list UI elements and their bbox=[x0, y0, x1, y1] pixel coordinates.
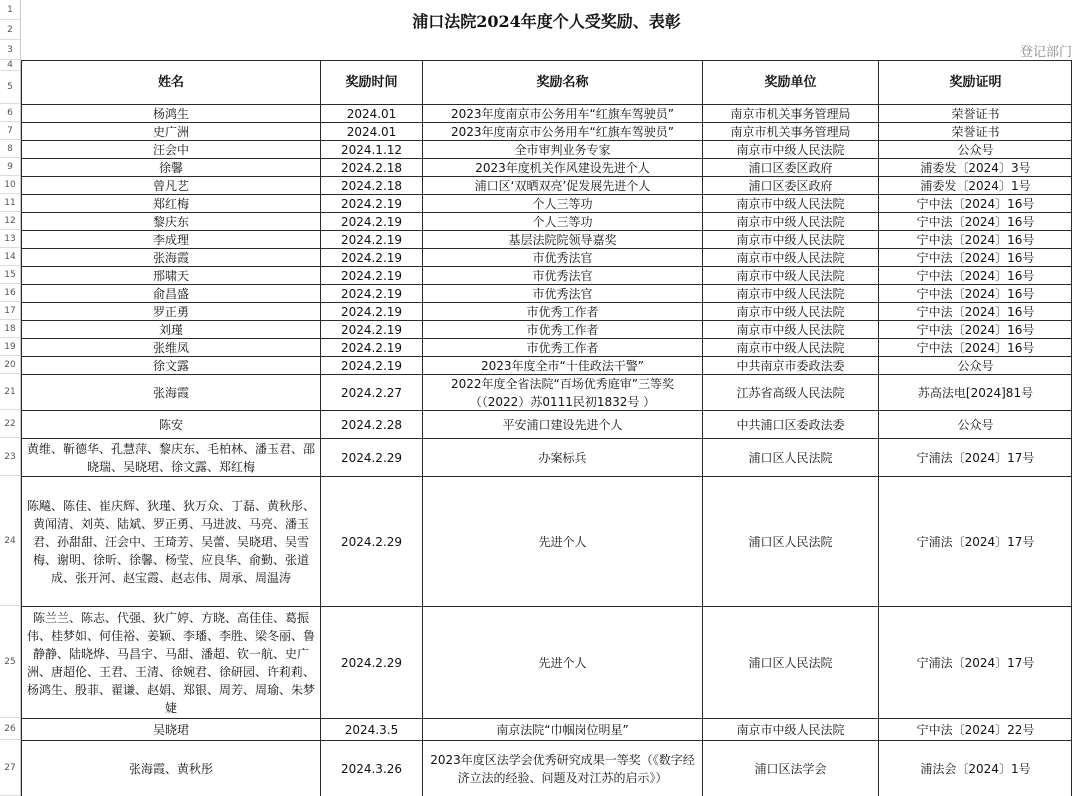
cell-date[interactable]: 2024.2.29 bbox=[340, 534, 403, 549]
row-number[interactable]: 13 bbox=[0, 230, 20, 248]
cell-date[interactable]: 2024.2.19 bbox=[340, 250, 403, 265]
cell-name[interactable]: 张海霞 bbox=[152, 385, 189, 400]
header-date[interactable]: 奖励时间 bbox=[345, 74, 398, 90]
cell-proof[interactable]: 宁浦法〔2024〕17号 bbox=[916, 534, 1035, 549]
cell-award[interactable]: 市优秀法官 bbox=[532, 286, 593, 301]
row-header-column bbox=[0, 0, 21, 796]
cell-name[interactable]: 陈安 bbox=[158, 417, 183, 432]
cell-proof[interactable]: 浦委发〔2024〕1号 bbox=[920, 178, 1031, 193]
cell-name[interactable]: 陈兰兰、陈志、代强、狄广婷、方晓、高佳佳、葛振伟、桂梦如、何佳裕、姜颖、李璠、李胜、梁冬丽、鲁静静、陆晓烨、马昌宇、马甜、潘超、钦一航、史广洲、唐超伦、王君、王清、徐婉君、徐研园、许莉莉、杨鸿生、殷菲、翟谦、赵娟、郑银、周芳、周瑜、朱梦婕 bbox=[26, 610, 315, 715]
cell-award[interactable]: 个人三等功 bbox=[532, 214, 593, 229]
header-name[interactable]: 姓名 bbox=[157, 74, 184, 90]
row-number[interactable]: 20 bbox=[0, 356, 20, 374]
cell-name[interactable]: 邢啸天 bbox=[152, 268, 189, 283]
row-number[interactable]: 12 bbox=[0, 212, 20, 230]
cell-proof[interactable]: 宁中法〔2024〕16号 bbox=[916, 304, 1035, 319]
cell-name[interactable]: 史广洲 bbox=[152, 124, 189, 139]
cell-date[interactable]: 2024.2.29 bbox=[340, 450, 403, 465]
cell-award[interactable]: 2023年度机关作风建设先进个人 bbox=[475, 160, 650, 175]
cell-award[interactable]: 2022年度全省法院“百场优秀庭审”三等奖（（2022）苏0111民初1832号 ） bbox=[451, 376, 674, 409]
row-number[interactable]: 17 bbox=[0, 302, 20, 320]
row-number[interactable]: 1 bbox=[0, 0, 20, 20]
cell-date[interactable]: 2024.2.19 bbox=[340, 322, 403, 337]
row-number[interactable]: 23 bbox=[0, 438, 20, 476]
cell-org[interactable]: 南京市中级人民法院 bbox=[736, 214, 845, 229]
header-proof[interactable]: 奖励证明 bbox=[949, 74, 1002, 90]
cell-org[interactable]: 南京市中级人民法院 bbox=[736, 196, 845, 211]
row-number[interactable]: 6 bbox=[0, 104, 20, 122]
cell-org[interactable]: 江苏省高级人民法院 bbox=[736, 385, 845, 400]
cell-org[interactable]: 浦口区法学会 bbox=[754, 761, 827, 776]
cell-org[interactable]: 中共南京市委政法委 bbox=[736, 358, 845, 373]
cell-award[interactable]: 2023年度南京市公务用车“红旗车驾驶员” bbox=[451, 124, 674, 139]
row-number[interactable]: 14 bbox=[0, 248, 20, 266]
cell-date[interactable]: 2024.2.19 bbox=[340, 268, 403, 283]
cell-org[interactable]: 浦口区人民法院 bbox=[748, 655, 833, 670]
cell-org[interactable]: 南京市机关事务管理局 bbox=[730, 124, 851, 139]
cell-date[interactable]: 2024.2.19 bbox=[340, 358, 403, 373]
row-number[interactable]: 26 bbox=[0, 718, 20, 740]
cell-date[interactable]: 2024.2.18 bbox=[340, 178, 403, 193]
cell-name[interactable]: 汪会中 bbox=[152, 142, 189, 157]
row-number[interactable]: 15 bbox=[0, 266, 20, 284]
cell-award[interactable]: 先进个人 bbox=[538, 534, 587, 549]
cell-date[interactable]: 2024.01 bbox=[346, 106, 397, 121]
cell-date[interactable]: 2024.2.19 bbox=[340, 340, 403, 355]
sheet-title: 浦口法院2024年度个人受奖励、表彰 bbox=[412, 11, 681, 31]
cell-award[interactable]: 平安浦口建设先进个人 bbox=[502, 417, 623, 432]
cell-date[interactable]: 2024.3.26 bbox=[340, 761, 403, 776]
row-number[interactable]: 8 bbox=[0, 140, 20, 158]
cell-org[interactable]: 南京市中级人民法院 bbox=[736, 304, 845, 319]
cell-org[interactable]: 浦口区委区政府 bbox=[748, 160, 833, 175]
cell-award[interactable]: 2023年度全市“十佳政法干警” bbox=[481, 358, 644, 373]
cell-proof[interactable]: 公众号 bbox=[957, 417, 994, 432]
cell-name[interactable]: 张维凤 bbox=[152, 340, 189, 355]
cell-org[interactable]: 南京市中级人民法院 bbox=[736, 268, 845, 283]
cell-award[interactable]: 2023年度南京市公务用车“红旗车驾驶员” bbox=[451, 106, 674, 121]
cell-name[interactable]: 罗正勇 bbox=[152, 304, 189, 319]
row-number[interactable]: 11 bbox=[0, 194, 20, 212]
cell-date[interactable]: 2024.2.19 bbox=[340, 232, 403, 247]
row-number[interactable]: 16 bbox=[0, 284, 20, 302]
row-number[interactable]: 2 bbox=[0, 20, 20, 40]
cell-proof[interactable]: 浦委发〔2024〕3号 bbox=[920, 160, 1031, 175]
cell-award[interactable]: 南京法院“巾帼岗位明星” bbox=[496, 722, 629, 737]
cell-award[interactable]: 办案标兵 bbox=[538, 450, 587, 465]
row-number[interactable]: 21 bbox=[0, 374, 20, 410]
cell-award[interactable]: 市优秀工作者 bbox=[526, 304, 599, 319]
row-number[interactable]: 27 bbox=[0, 740, 20, 796]
row-number[interactable]: 10 bbox=[0, 176, 20, 194]
row-number[interactable]: 22 bbox=[0, 410, 20, 438]
cell-proof[interactable]: 公众号 bbox=[957, 358, 994, 373]
row-number[interactable]: 18 bbox=[0, 320, 20, 338]
cell-name[interactable]: 郑红梅 bbox=[152, 196, 189, 211]
cell-date[interactable]: 2024.2.28 bbox=[340, 417, 403, 432]
cell-date[interactable]: 2024.01 bbox=[346, 124, 397, 139]
cell-name[interactable]: 吴晓珺 bbox=[152, 722, 189, 737]
cell-award[interactable]: 市优秀法官 bbox=[532, 268, 593, 283]
cell-proof[interactable]: 苏高法电[2024]81号 bbox=[917, 385, 1034, 400]
cell-name[interactable]: 俞昌盛 bbox=[152, 286, 189, 301]
cell-org[interactable]: 浦口区委区政府 bbox=[748, 178, 833, 193]
row-number[interactable]: 7 bbox=[0, 122, 20, 140]
cell-date[interactable]: 2024.2.19 bbox=[340, 196, 403, 211]
cell-org[interactable]: 南京市中级人民法院 bbox=[736, 722, 845, 737]
cell-proof[interactable]: 宁中法〔2024〕16号 bbox=[916, 268, 1035, 283]
cell-date[interactable]: 2024.2.27 bbox=[340, 385, 403, 400]
row-number[interactable]: 9 bbox=[0, 158, 20, 176]
cell-award[interactable]: 先进个人 bbox=[538, 655, 587, 670]
row-number[interactable]: 24 bbox=[0, 476, 20, 606]
cell-name[interactable]: 张海霞 bbox=[152, 250, 189, 265]
cell-proof[interactable]: 荣誉证书 bbox=[951, 124, 1000, 139]
dept-label: 登记部门 bbox=[1019, 44, 1072, 60]
cell-proof[interactable]: 宁中法〔2024〕16号 bbox=[916, 214, 1035, 229]
cell-date[interactable]: 2024.1.12 bbox=[340, 142, 403, 157]
cell-org[interactable]: 中共浦口区委政法委 bbox=[736, 417, 845, 432]
cell-award[interactable]: 个人三等功 bbox=[532, 196, 593, 211]
cell-name[interactable]: 张海霞、黄秋彤 bbox=[128, 761, 213, 776]
cell-proof[interactable]: 宁浦法〔2024〕17号 bbox=[916, 450, 1035, 465]
cell-name[interactable]: 杨鸿生 bbox=[152, 106, 189, 121]
cell-award[interactable]: 市优秀工作者 bbox=[526, 322, 599, 337]
cell-proof[interactable]: 宁中法〔2024〕22号 bbox=[916, 722, 1035, 737]
cell-proof[interactable]: 宁中法〔2024〕16号 bbox=[916, 322, 1035, 337]
cell-name[interactable]: 黎庆东 bbox=[152, 214, 189, 229]
cell-name[interactable]: 曾凡艺 bbox=[152, 178, 189, 193]
row-number[interactable]: 3 bbox=[0, 40, 20, 60]
cell-award[interactable]: 2023年度区法学会优秀研究成果一等奖（《数字经济立法的经验、问题及对江苏的启示》） bbox=[430, 752, 695, 785]
cell-date[interactable]: 2024.2.29 bbox=[340, 655, 403, 670]
cell-proof[interactable]: 宁浦法〔2024〕17号 bbox=[916, 655, 1035, 670]
cell-org[interactable]: 浦口区人民法院 bbox=[748, 450, 833, 465]
cell-name[interactable]: 徐文露 bbox=[152, 358, 189, 373]
cell-proof[interactable]: 宁中法〔2024〕16号 bbox=[916, 250, 1035, 265]
cell-proof[interactable]: 公众号 bbox=[957, 142, 994, 157]
cell-date[interactable]: 2024.2.19 bbox=[340, 286, 403, 301]
cell-date[interactable]: 2024.2.19 bbox=[340, 214, 403, 229]
cell-proof[interactable]: 荣誉证书 bbox=[951, 106, 1000, 121]
cell-name[interactable]: 李成理 bbox=[152, 232, 189, 247]
cell-proof[interactable]: 宁中法〔2024〕16号 bbox=[916, 286, 1035, 301]
cell-org[interactable]: 南京市机关事务管理局 bbox=[730, 106, 851, 121]
row-number[interactable]: 25 bbox=[0, 606, 20, 718]
cell-org[interactable]: 浦口区人民法院 bbox=[748, 534, 833, 549]
cell-date[interactable]: 2024.2.18 bbox=[340, 160, 403, 175]
cell-org[interactable]: 南京市中级人民法院 bbox=[736, 286, 845, 301]
cell-name[interactable]: 黄维、靳德华、孔慧萍、黎庆东、毛柏林、潘玉君、邵晓瑞、吴晓珺、徐文露、郑红梅 bbox=[26, 441, 315, 474]
cell-date[interactable]: 2024.2.19 bbox=[340, 304, 403, 319]
cell-name[interactable]: 刘瑾 bbox=[158, 322, 183, 337]
cell-proof[interactable]: 宁中法〔2024〕16号 bbox=[916, 340, 1035, 355]
cell-org[interactable]: 南京市中级人民法院 bbox=[736, 322, 845, 337]
cell-org[interactable]: 南京市中级人民法院 bbox=[736, 250, 845, 265]
cell-name[interactable]: 陈飚、陈佳、崔庆辉、狄瑾、狄万众、丁磊、黄秋彤、黄闻清、刘英、陆斌、罗正勇、马进波、马亮、潘玉君、孙甜甜、汪会中、王琦芳、吴蕾、吴晓珺、吴雪梅、谢明、徐昕、徐馨、杨莹、应良华、俞勤、张道成、张开河、赵宝霞、赵志伟、周承、周温涛 bbox=[26, 498, 315, 585]
cell-org[interactable]: 南京市中级人民法院 bbox=[736, 340, 845, 355]
cell-award[interactable]: 市优秀工作者 bbox=[526, 340, 599, 355]
cell-proof[interactable]: 浦法会〔2024〕1号 bbox=[920, 761, 1031, 776]
row-number[interactable]: 19 bbox=[0, 338, 20, 356]
row-number[interactable]: 4 bbox=[0, 60, 20, 71]
cell-org[interactable]: 南京市中级人民法院 bbox=[736, 232, 845, 247]
header-award[interactable]: 奖励名称 bbox=[536, 74, 589, 90]
cell-award[interactable]: 全市审判业务专家 bbox=[514, 142, 611, 157]
header-org[interactable]: 奖励单位 bbox=[764, 74, 817, 90]
cell-org[interactable]: 南京市中级人民法院 bbox=[736, 142, 845, 157]
cell-name[interactable]: 徐馨 bbox=[158, 160, 183, 175]
row-number[interactable]: 5 bbox=[0, 71, 20, 104]
cell-proof[interactable]: 宁中法〔2024〕16号 bbox=[916, 232, 1035, 247]
cell-award[interactable]: 基层法院院领导嘉奖 bbox=[508, 232, 617, 247]
cell-proof[interactable]: 宁中法〔2024〕16号 bbox=[916, 196, 1035, 211]
cell-date[interactable]: 2024.3.5 bbox=[344, 722, 399, 737]
cell-award[interactable]: 浦口区‘双晒双亮’促发展先进个人 bbox=[474, 178, 651, 193]
cell-award[interactable]: 市优秀法官 bbox=[532, 250, 593, 265]
